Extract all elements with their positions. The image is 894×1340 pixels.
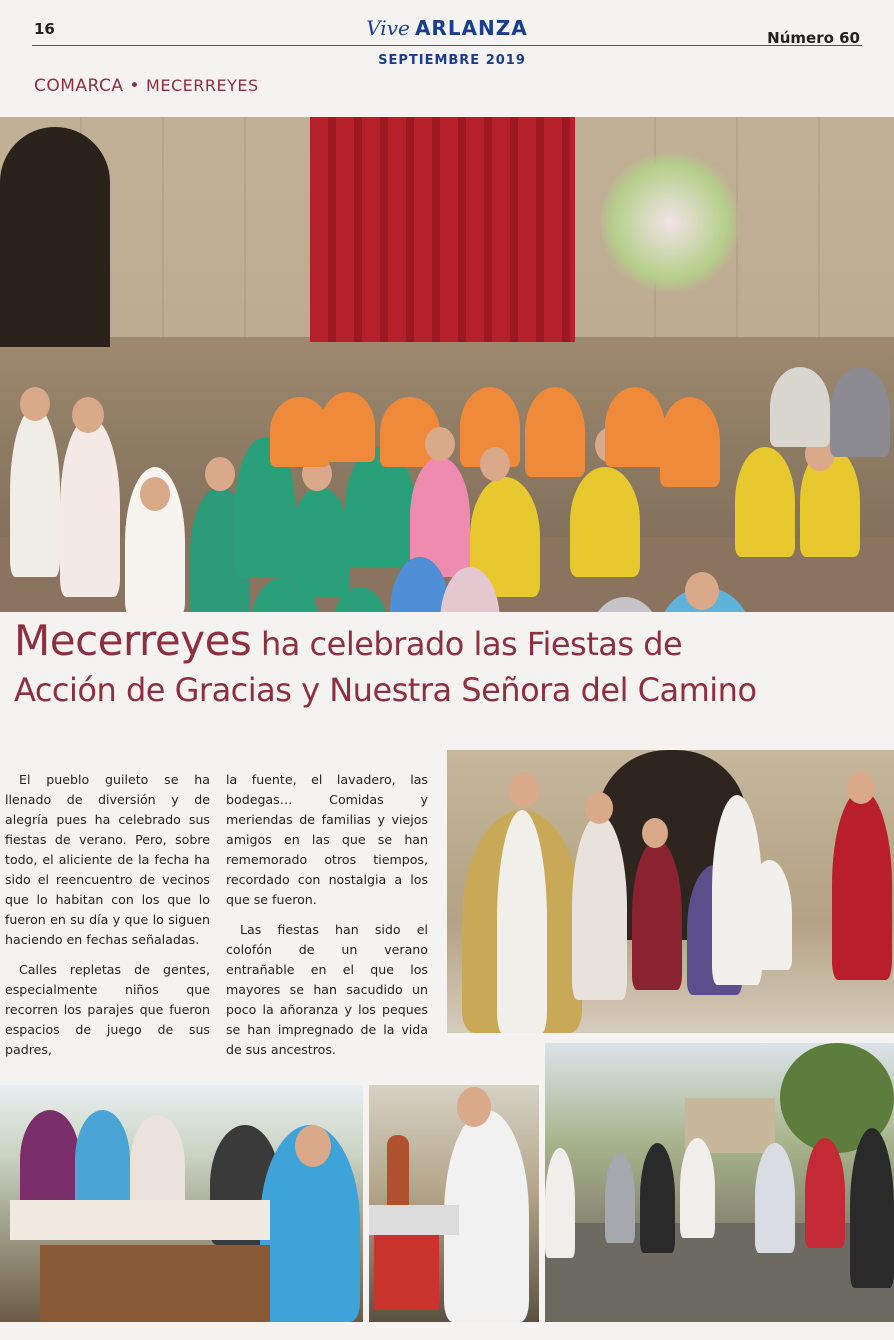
section-subsection: MECERREYES [146,76,259,95]
title-line-2: Acción de Gracias y Nuestra Señora del Camino [14,671,757,709]
church-arch [0,127,110,347]
paragraph: Las fiestas han sido el colofón de un verano entrañable en el que los mayores se han sacudido un poco la añoranza y los peques se han impregnado de la vida de sus ancestros. [226,922,428,1057]
issue-number: Número 60 [767,29,860,47]
title-rest: ha celebrado las Fiestas de [260,625,683,663]
paragraph: El pueblo guileto se ha llenado de diversión y de alegría pues ha celebrado sus fiestas de verano. Pero, sobre todo, el aliciente de la fecha ha sido el reencuentro de vecinos que lo habitan con los que lo fueron en su día y que lo siguen haciendo en fechas señaladas. [5,772,210,947]
issue-date: SEPTIEMBRE 2019 [378,53,526,68]
section-separator: • [129,76,141,96]
grilling-photo [369,1085,539,1322]
section-name: COMARCA [34,76,124,96]
priest-and-dancers-photo [447,750,894,1033]
page-number: 16 [34,20,55,38]
paragraph: la fuente, el lavadero, las bodegas… Comidas y meriendas de familias y viejos amigos en las que se han rememorado otros tiempos, recordado con nostalgia a los que se fueron. [226,772,428,907]
masthead [0,16,894,40]
section-label [34,76,259,96]
masthead-vive: Vive [366,16,410,40]
title-line-1 [14,618,884,667]
article-column-2 [226,770,428,1070]
group-photo [0,117,894,612]
masthead-name: ARLANZA [414,16,528,40]
paragraph: Calles repletas de gentes, especialmente niños que recorren los parajes que fueron espacios de juego de sus padres, [5,962,210,1057]
red-curtain [310,117,575,342]
header-rule [32,45,862,46]
flower-arrangement [600,147,740,297]
pastries-table-photo [0,1085,363,1322]
title-lead: Mecerreyes [14,616,252,665]
street-procession-photo [545,1043,894,1322]
article-title [14,618,884,713]
article-column-1 [5,770,210,1070]
crowd-of-children [0,327,894,612]
